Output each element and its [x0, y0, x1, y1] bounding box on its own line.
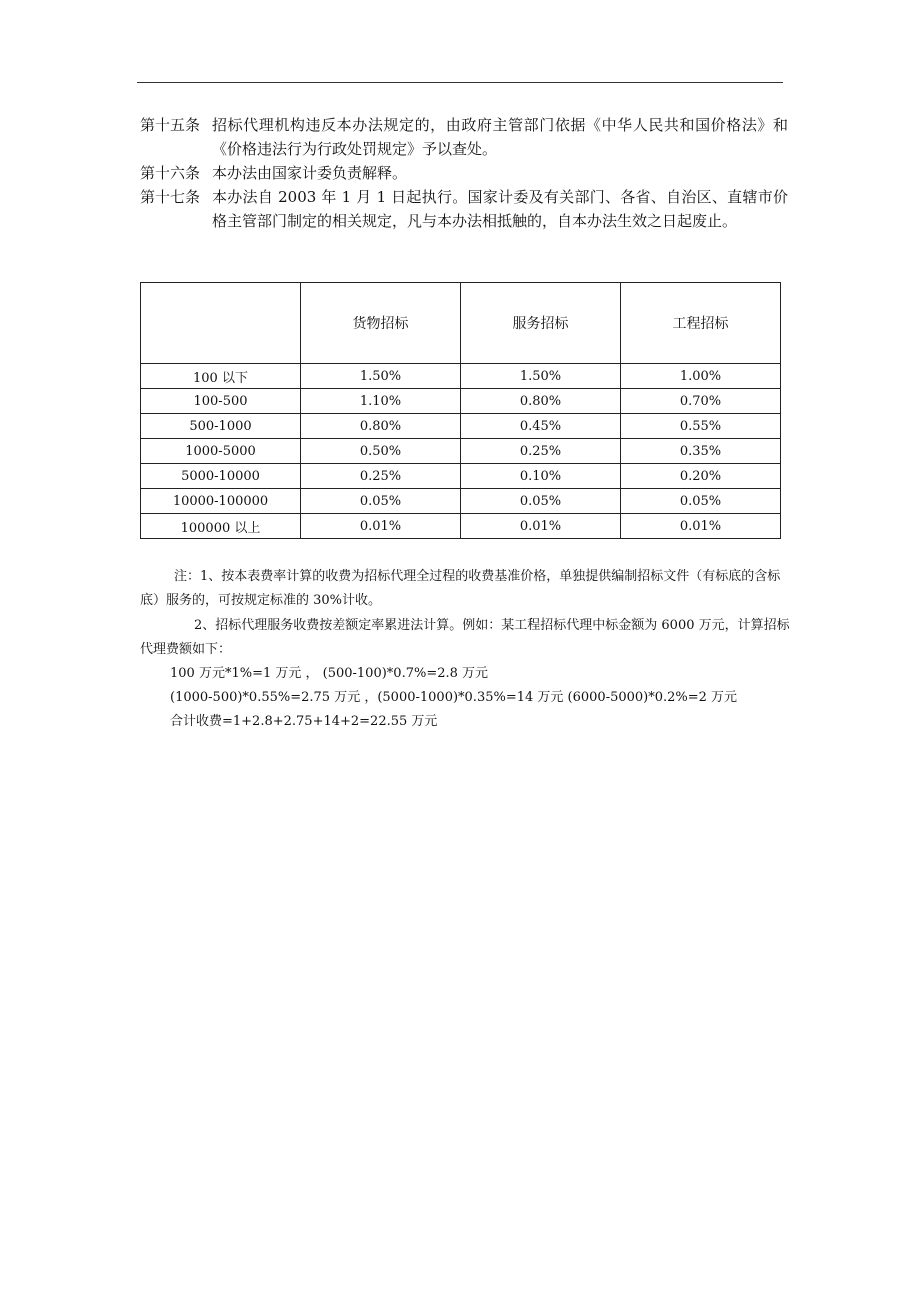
table-row	[141, 464, 781, 489]
engineering-rate-cell: 0.01%	[621, 514, 781, 539]
range-cell: 100 以下	[141, 364, 301, 389]
calculation-total: 合计收费=1+2.8+2.75+14+2=22.55 万元	[170, 714, 438, 729]
range-cell: 5000-10000	[141, 464, 301, 489]
article-17-heading: 第十七条	[140, 188, 201, 206]
goods-rate-cell: 0.25%	[301, 464, 461, 489]
table-row	[141, 489, 781, 514]
article-16-heading: 第十六条	[140, 164, 201, 182]
services-rate-cell: 0.05%	[461, 489, 621, 514]
note-1-text: 注：1、按本表费率计算的收费为招标代理全过程的收费基准价格，单独提供编制招标文件（有标底的含标底）服务的，可按规定标准的 30%计收。	[140, 569, 781, 608]
article-15-text: 招标代理机构违反本办法规定的，由政府主管部门依据《中华人民共和国价格法》和《价格违法行为行政处罚规定》予以查处。	[212, 116, 788, 158]
article-17	[140, 185, 788, 233]
calculation-line-2: (1000-500)*0.55%=2.75 万元 ，(5000-1000)*0.35%=14 万元 (6000-5000)*0.2%=2 万元	[170, 690, 738, 705]
calculation-line-1: 100 万元*1%=1 万元 ， (500-100)*0.7%=2.8 万元	[170, 666, 489, 681]
range-cell: 1000-5000	[141, 439, 301, 464]
services-rate-cell: 0.45%	[461, 414, 621, 439]
header-cell-services: 服务招标	[461, 283, 621, 364]
table-row	[141, 439, 781, 464]
services-rate-cell: 0.25%	[461, 439, 621, 464]
article-16-text: 本办法由国家计委负责解释。	[212, 164, 408, 182]
engineering-rate-cell: 0.70%	[621, 389, 781, 414]
header-cell-blank	[141, 283, 301, 364]
engineering-rate-cell: 0.20%	[621, 464, 781, 489]
table-header-row	[141, 283, 781, 364]
goods-rate-cell: 1.50%	[301, 364, 461, 389]
engineering-rate-cell: 1.00%	[621, 364, 781, 389]
range-cell: 100-500	[141, 389, 301, 414]
engineering-rate-cell: 0.05%	[621, 489, 781, 514]
note-1	[140, 565, 790, 613]
fee-rate-table	[140, 282, 781, 539]
goods-rate-cell: 0.80%	[301, 414, 461, 439]
article-15	[140, 113, 788, 161]
article-15-heading: 第十五条	[140, 116, 201, 134]
header-cell-engineering: 工程招标	[621, 283, 781, 364]
engineering-rate-cell: 0.35%	[621, 439, 781, 464]
article-16	[140, 161, 788, 185]
goods-rate-cell: 1.10%	[301, 389, 461, 414]
services-rate-cell: 1.50%	[461, 364, 621, 389]
goods-rate-cell: 0.05%	[301, 489, 461, 514]
services-rate-cell: 0.01%	[461, 514, 621, 539]
services-rate-cell: 0.80%	[461, 389, 621, 414]
table-row	[141, 389, 781, 414]
note-2	[140, 614, 790, 662]
services-rate-cell: 0.10%	[461, 464, 621, 489]
table-row	[141, 364, 781, 389]
table-row	[141, 514, 781, 539]
range-cell: 500-1000	[141, 414, 301, 439]
article-17-text: 本办法自 2003 年 1 月 1 日起执行。国家计委及有关部门、各省、自治区、直辖市价格主管部门制定的相关规定，凡与本办法相抵触的，自本办法生效之日起废止。	[212, 188, 788, 230]
range-cell: 100000 以上	[141, 514, 301, 539]
engineering-rate-cell: 0.55%	[621, 414, 781, 439]
table-row	[141, 414, 781, 439]
header-rule	[137, 82, 783, 83]
goods-rate-cell: 0.50%	[301, 439, 461, 464]
goods-rate-cell: 0.01%	[301, 514, 461, 539]
range-cell: 10000-100000	[141, 489, 301, 514]
header-cell-goods: 货物招标	[301, 283, 461, 364]
note-2-text: 2、招标代理服务收费按差额定率累进法计算。例如：某工程招标代理中标金额为 6000 万元，计算招标代理费额如下：	[140, 618, 790, 657]
